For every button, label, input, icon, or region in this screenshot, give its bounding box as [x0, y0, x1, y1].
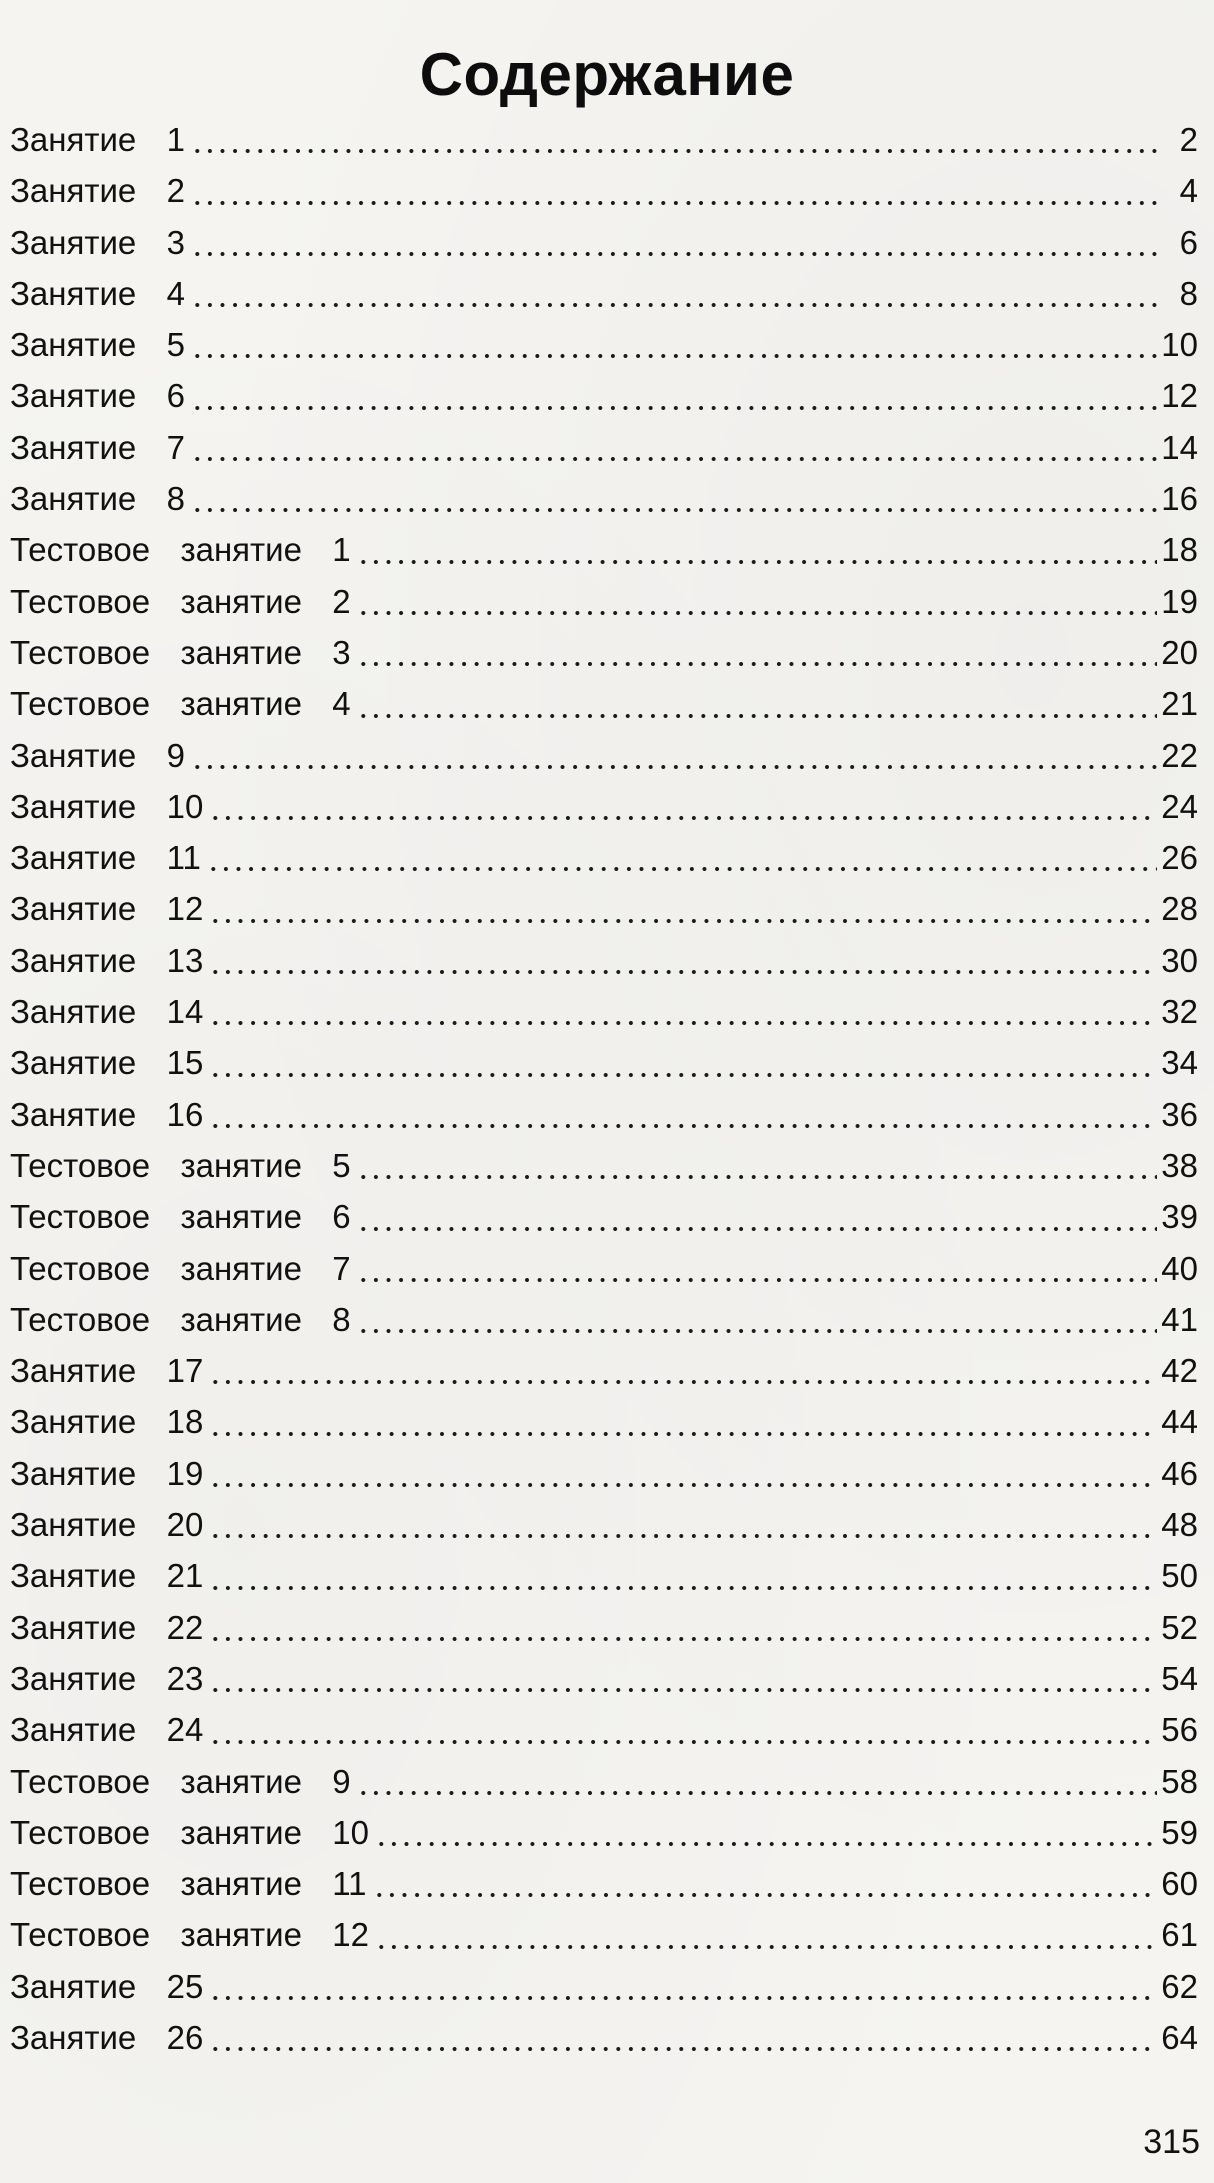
toc-entry-label: Занятие 19	[10, 1454, 204, 1492]
dot-leader	[209, 1021, 1157, 1025]
page-title: Содержание	[419, 41, 795, 109]
toc-entry-page: 30	[1161, 941, 1198, 979]
toc-entry-page: 61	[1161, 1916, 1198, 1954]
toc-entry-page: 60	[1161, 1865, 1198, 1903]
toc-entry	[10, 1499, 1198, 1550]
toc-entry	[10, 1140, 1198, 1191]
toc-entry-label: Тестовое занятие 12	[10, 1916, 369, 1954]
toc-entry	[10, 1858, 1198, 1909]
dot-leader	[209, 816, 1157, 820]
dot-leader	[191, 201, 1158, 205]
toc-entry-label: Занятие 13	[10, 941, 204, 979]
toc-entry-page: 34	[1161, 1044, 1198, 1082]
toc-entry	[10, 678, 1198, 729]
page-number: 315	[1143, 2123, 1200, 2161]
toc-entry-label: Тестовое занятие 1	[10, 531, 351, 569]
toc-entry-label: Занятие 3	[10, 223, 185, 261]
toc-entry-label: Тестовое занятие 7	[10, 1249, 351, 1287]
toc-entry-label: Занятие 8	[10, 480, 185, 518]
toc-entry	[10, 730, 1198, 781]
toc-entry	[10, 1756, 1198, 1807]
toc-entry-label: Тестовое занятие 5	[10, 1146, 351, 1184]
toc-entry-label: Занятие 4	[10, 274, 185, 312]
toc-entry-label: Занятие 5	[10, 326, 185, 364]
toc-entry	[10, 1089, 1198, 1140]
dot-leader	[357, 1227, 1158, 1231]
toc-entry-label: Тестовое занятие 9	[10, 1762, 351, 1800]
toc-entry-label: Занятие 16	[10, 1095, 204, 1133]
toc-entry-page: 24	[1161, 787, 1198, 825]
toc-entry-label: Занятие 18	[10, 1403, 204, 1441]
dot-leader	[209, 1586, 1157, 1590]
dot-leader	[357, 1175, 1158, 1179]
dot-leader	[357, 611, 1158, 615]
toc-entry-label: Занятие 2	[10, 172, 185, 210]
dot-leader	[191, 457, 1157, 461]
toc-entry-page: 20	[1161, 633, 1198, 671]
toc-entry	[10, 1704, 1198, 1755]
toc-entry-label: Занятие 12	[10, 890, 204, 928]
dot-leader	[209, 1740, 1157, 1744]
toc-entry-label: Занятие 15	[10, 1044, 204, 1082]
toc-entry-page: 58	[1161, 1762, 1198, 1800]
dot-leader	[209, 1637, 1157, 1641]
toc-entry-page: 56	[1161, 1711, 1198, 1749]
toc-entry	[10, 627, 1198, 678]
dot-leader	[357, 1329, 1158, 1333]
toc-entry-page: 26	[1161, 839, 1198, 877]
dot-leader	[191, 252, 1158, 256]
toc-entry-page: 28	[1161, 890, 1198, 928]
dot-leader	[209, 1073, 1157, 1077]
dot-leader	[191, 508, 1157, 512]
toc-entry-page: 14	[1161, 428, 1198, 466]
toc-entry-page: 8	[1179, 274, 1198, 312]
toc-entry-label: Тестовое занятие 10	[10, 1813, 369, 1851]
dot-leader	[207, 867, 1157, 871]
toc-entry	[10, 986, 1198, 1037]
dot-leader	[209, 1534, 1157, 1538]
toc-entry-label: Тестовое занятие 8	[10, 1300, 351, 1338]
dot-leader	[373, 1893, 1158, 1897]
toc-entry-page: 41	[1161, 1300, 1198, 1338]
toc-entry	[10, 1550, 1198, 1601]
toc-entry-page: 62	[1161, 1967, 1198, 2005]
toc-entry	[10, 1191, 1198, 1242]
toc-entry	[10, 1396, 1198, 1447]
toc-entry-label: Занятие 24	[10, 1711, 204, 1749]
toc-entry	[10, 781, 1198, 832]
toc-entry-page: 48	[1161, 1506, 1198, 1544]
toc-entry	[10, 1448, 1198, 1499]
dot-leader	[209, 919, 1157, 923]
toc-entry-page: 6	[1179, 223, 1198, 261]
toc-entry	[10, 1807, 1198, 1858]
toc-entry-page: 44	[1161, 1403, 1198, 1441]
toc-entry-page: 32	[1161, 993, 1198, 1031]
toc-entry-label: Занятие 23	[10, 1659, 204, 1697]
toc-entry-label: Тестовое занятие 4	[10, 685, 351, 723]
toc-entry	[10, 319, 1198, 370]
toc-entry	[10, 1345, 1198, 1396]
dot-leader	[209, 1483, 1157, 1487]
toc-entry-page: 36	[1161, 1095, 1198, 1133]
toc-entry	[10, 832, 1198, 883]
toc-entry	[10, 1294, 1198, 1345]
toc-entry-page: 21	[1161, 685, 1198, 723]
toc-entry-label: Занятие 21	[10, 1557, 204, 1595]
dot-leader	[357, 662, 1158, 666]
dot-leader	[209, 2047, 1157, 2051]
toc-entry-label: Занятие 11	[10, 839, 201, 877]
toc-entry-label: Занятие 20	[10, 1506, 204, 1544]
dot-leader	[191, 149, 1158, 153]
dot-leader	[209, 1688, 1157, 1692]
toc-entry	[10, 268, 1198, 319]
toc-entry-label: Занятие 1	[10, 121, 185, 158]
toc-entry-page: 40	[1161, 1249, 1198, 1287]
toc-entry-page: 22	[1161, 736, 1198, 774]
toc-entry-page: 2	[1179, 121, 1198, 158]
dot-leader	[209, 1996, 1157, 2000]
toc-entry-label: Тестовое занятие 6	[10, 1198, 351, 1236]
toc-entry-page: 42	[1161, 1352, 1198, 1390]
toc-entry-page: 64	[1161, 2018, 1198, 2056]
toc-entry-page: 54	[1161, 1659, 1198, 1697]
dot-leader	[191, 406, 1157, 410]
toc-entry-page: 38	[1161, 1146, 1198, 1184]
dot-leader	[375, 1945, 1157, 1949]
toc-entry-label: Занятие 22	[10, 1608, 204, 1646]
toc-entry-page: 4	[1179, 172, 1198, 210]
toc-entry-label: Занятие 14	[10, 993, 204, 1031]
toc-entry	[10, 1243, 1198, 1294]
toc-entry	[10, 524, 1198, 575]
toc-entry-page: 19	[1161, 582, 1198, 620]
toc-entry-label: Тестовое занятие 11	[10, 1865, 367, 1903]
toc-entry-label: Тестовое занятие 2	[10, 582, 351, 620]
toc-entry-page: 52	[1161, 1608, 1198, 1646]
toc-entry	[10, 422, 1198, 473]
toc-entry-label: Занятие 7	[10, 428, 185, 466]
toc-entry-label: Занятие 9	[10, 736, 185, 774]
toc-entry-page: 16	[1161, 480, 1198, 518]
toc-entry	[10, 1037, 1198, 1088]
toc-entry	[10, 2012, 1198, 2063]
toc-entry	[10, 576, 1198, 627]
toc-entry-label: Тестовое занятие 3	[10, 633, 351, 671]
toc-entry-label: Занятие 17	[10, 1352, 204, 1390]
toc-entry-label: Занятие 26	[10, 2018, 204, 2056]
toc-entry	[10, 114, 1198, 165]
dot-leader	[209, 1124, 1157, 1128]
toc-entry	[10, 370, 1198, 421]
toc-entry-page: 50	[1161, 1557, 1198, 1595]
toc-entry	[10, 1961, 1198, 2012]
toc-entry-page: 12	[1161, 377, 1198, 415]
dot-leader	[357, 1791, 1158, 1795]
toc-entry-page: 46	[1161, 1454, 1198, 1492]
toc-entry-page: 10	[1161, 326, 1198, 364]
dot-leader	[209, 1380, 1157, 1384]
dot-leader	[191, 303, 1158, 307]
toc-entry-label: Занятие 25	[10, 1967, 204, 2005]
toc-entry	[10, 883, 1198, 934]
toc-entry	[10, 1653, 1198, 1704]
toc-entry-label: Занятие 10	[10, 787, 204, 825]
dot-leader	[191, 765, 1157, 769]
dot-leader	[357, 1278, 1158, 1282]
toc-entry-page: 59	[1161, 1813, 1198, 1851]
toc-entry-page: 39	[1161, 1198, 1198, 1236]
table-of-contents	[10, 114, 1198, 2063]
toc-entry	[10, 217, 1198, 268]
toc-entry	[10, 935, 1198, 986]
toc-entry-label: Занятие 6	[10, 377, 185, 415]
toc-entry	[10, 1909, 1198, 1960]
dot-leader	[209, 970, 1157, 974]
toc-entry	[10, 1602, 1198, 1653]
toc-entry	[10, 473, 1198, 524]
dot-leader	[209, 1432, 1157, 1436]
dot-leader	[357, 714, 1158, 718]
toc-entry	[10, 165, 1198, 216]
dot-leader	[191, 354, 1157, 358]
toc-entry-page: 18	[1161, 531, 1198, 569]
dot-leader	[375, 1842, 1157, 1846]
dot-leader	[357, 560, 1158, 564]
